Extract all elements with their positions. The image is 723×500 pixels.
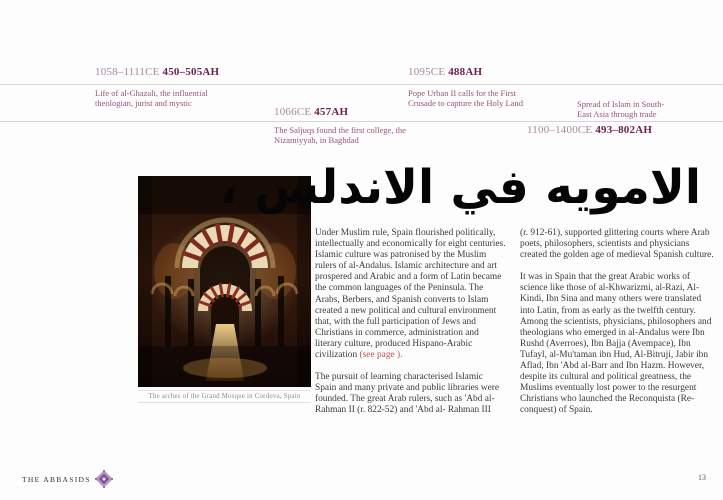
- timeline-description: The Saljuqs found the first college, the Nizamiyyah, in Baghdad: [274, 125, 406, 145]
- timeline-rule-upper: [0, 84, 723, 85]
- timeline-entry-dates: [95, 66, 219, 78]
- photo-caption: The arches of the Grand Mosque in Cordova, Spain: [138, 390, 311, 403]
- timeline-date-ce: 1066CE: [274, 106, 312, 118]
- cross-reference: (see page ).: [359, 350, 403, 361]
- timeline-entry-dates: [408, 66, 482, 78]
- timeline-description: Life of al-Ghazali, the influential theologian, jurist and mystic: [95, 88, 208, 108]
- arabesque-ornament-icon: [94, 469, 114, 489]
- page-number: 13: [698, 473, 706, 482]
- timeline-description: Spread of Islam in South-East Asia through trade: [577, 99, 665, 119]
- timeline-date-ce: 1095CE: [408, 66, 446, 78]
- paragraph: The pursuit of learning characterised Islamic Spain and many private and public libraries were founded. The great Arab rulers, such as 'Abd al-Rahman II (r. 822-52) and 'Abd al- Rahman III: [315, 372, 500, 416]
- timeline-date-ah: 493–802AH: [595, 124, 653, 136]
- paragraph: [315, 228, 506, 361]
- timeline-date-ce: 1100–1400CE: [527, 124, 593, 136]
- timeline-rule-lower: [0, 121, 723, 122]
- arabic-headline: الامويه في الاندلس ،: [219, 160, 701, 215]
- paragraph-text: Under Muslim rule, Spain flourished politically, intellectually and economically for eight centuries. Islamic culture was patronised by the Muslim rulers of al-Andalus. Islamic architecture and art prospered and Arabic and a form of Latin became the common languages of the Peninsula. The Arabs, Berbers, and Spanish converts to Islam created a new political and cultural environment that, with the full participation of Jews and Christians in commerce, administration and literary culture, produced Hispano-Arabic civilization: [315, 228, 506, 361]
- paragraph: (r. 912-61), supported glittering courts where Arab poets, philosophers, scientists and physicians created the golden age of medieval Spanish culture.: [520, 228, 714, 261]
- body-column-1: [315, 228, 506, 428]
- timeline-description: Pope Urban II calls for the First Crusade to capture the Holy Land: [408, 88, 523, 108]
- timeline-entry-dates: [274, 106, 348, 118]
- timeline-date-ah: 457AH: [314, 106, 349, 118]
- footer-section-label: THE ABBASIDS: [22, 475, 91, 484]
- timeline-date-ce: 1058–1111CE: [95, 66, 160, 78]
- timeline-entry-dates: [527, 124, 652, 136]
- body-column-2: [520, 228, 714, 428]
- timeline-date-ah: 488AH: [448, 66, 483, 78]
- timeline-date-ah: 450–505AH: [162, 66, 220, 78]
- paragraph: It was in Spain that the great Arabic works of science like those of al-Khwarizmi, al-Razi, Al-Kindi, Ibn Sina and many others were translated into Latin, from as early as the twelfth century. Among the scientists, physicians, philosophers and theologians who emerged in al-Andalus were Ibn Rushd (Averroes), Ibn Bajja (Avempace), Ibn Tufayl, al-Mu'taman ibn Hud, Al-Bitruji, Jabir ibn Aflad, Ibn 'Abd al-Barr and Ibn Hazm. However, despite its cultural and political greatness, the Muslims eventually lost power to the resurgent Christians who launched the Reconquista (Re-conquest) of Spain.: [520, 272, 712, 416]
